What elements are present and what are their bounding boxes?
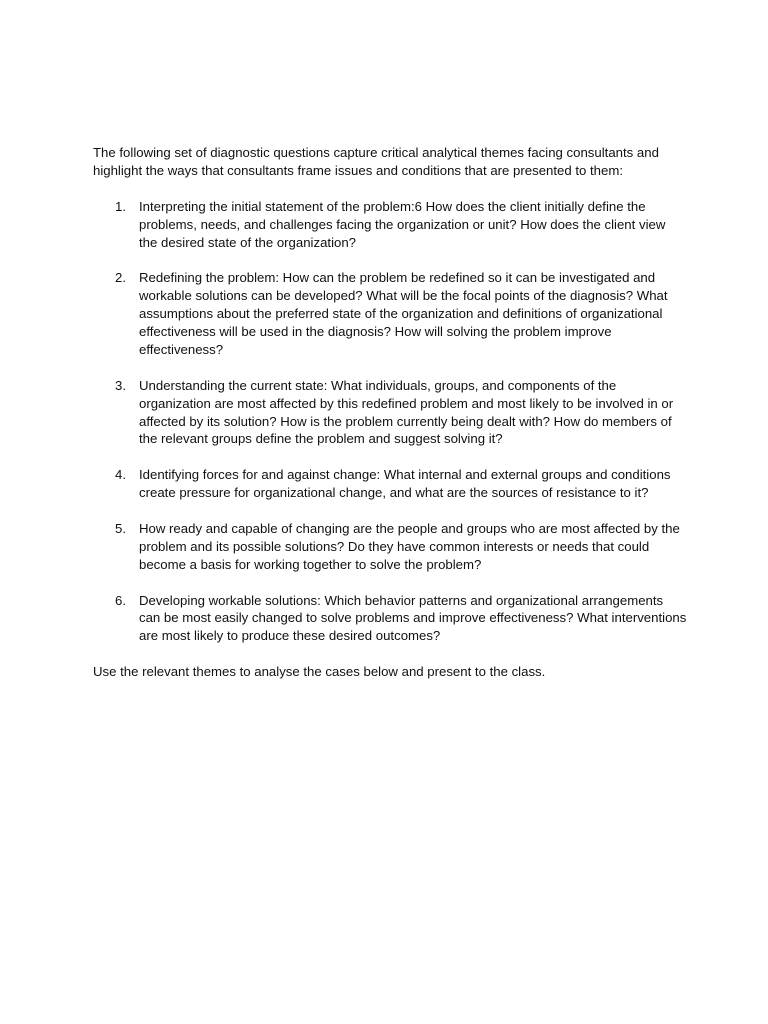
list-item-text: Developing workable solutions: Which behavior patterns and organizational arrangements can be most easily changed to solve problems and improve effectiveness? What interventions are most likely to produce these desired outcomes? — [139, 592, 687, 644]
list-item — [93, 520, 687, 574]
list-item-number: 5. — [115, 520, 126, 536]
closing-paragraph: Use the relevant themes to analyse the cases below and present to the class. — [93, 664, 546, 680]
list-item-number: 3. — [115, 377, 126, 393]
list-item-text: Redefining the problem: How can the problem be redefined so it can be investigated and workable solutions can be developed? What will be the focal points of the diagnosis? What assumptions about the preferred state of the organization and definitions of organizational effectiveness will be used in the diagnosis? How will solving the problem improve effectiveness? — [139, 270, 668, 357]
intro-paragraph: The following set of diagnostic questions capture critical analytical themes facing consultants and highlight the ways that consultants frame issues and conditions that are presented to them: — [93, 145, 659, 178]
list-item-text: Interpreting the initial statement of the problem:6 How does the client initially define the problems, needs, and challenges facing the organization or unit? How does the client view the desired state of the organization? — [139, 198, 666, 250]
list-item — [93, 198, 687, 252]
list-item-text: How ready and capable of changing are the people and groups who are most affected by the problem and its possible solutions? Do they have common interests or needs that could become a basis for working together to solve the problem? — [139, 520, 680, 572]
list-item-text: Identifying forces for and against change: What internal and external groups and conditions create pressure for organizational change, and what are the sources of resistance to it? — [139, 467, 671, 501]
document-body — [93, 144, 687, 681]
diagnostic-questions-list — [93, 198, 687, 646]
list-item-text: Understanding the current state: What individuals, groups, and components of the organization are most affected by this redefined problem and most likely to be involved in or affected by its solution? How is the problem currently being dealt with? How do members of the relevant groups define the problem and suggest solving it? — [139, 377, 674, 447]
list-item-number: 6. — [115, 592, 126, 608]
list-item-number: 2. — [115, 270, 126, 286]
list-item — [93, 466, 687, 502]
list-item-number: 4. — [115, 467, 126, 483]
list-item-number: 1. — [115, 198, 126, 214]
list-item — [93, 377, 687, 449]
list-item — [93, 269, 687, 359]
list-item — [93, 592, 687, 646]
